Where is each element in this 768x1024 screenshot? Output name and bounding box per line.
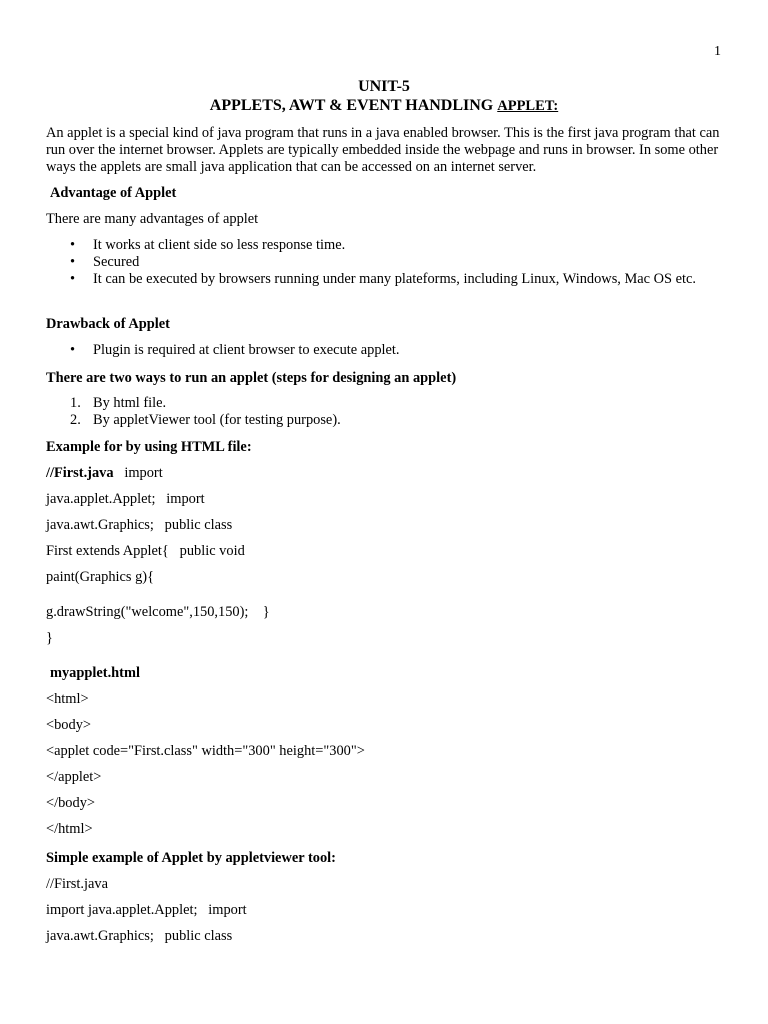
code-line: </body>	[46, 795, 96, 811]
list-item-text: It can be executed by browsers running under many plateforms, including Linux, Windows, Mac OS etc.	[93, 271, 697, 287]
list-number: 2.	[70, 412, 81, 428]
advantage-list	[46, 237, 722, 288]
code-line: </html>	[46, 821, 93, 837]
list-item	[46, 254, 722, 271]
code-line: }	[46, 630, 53, 646]
ways-heading: There are two ways to run an applet (steps for designing an applet)	[46, 370, 457, 386]
unit-title: UNIT-5	[358, 78, 410, 95]
list-item	[46, 237, 722, 254]
page-number: 1	[714, 44, 721, 59]
drawback-heading: Drawback of Applet	[46, 316, 170, 332]
code-line: </applet>	[46, 769, 102, 785]
code-line: import java.applet.Applet; import	[46, 902, 247, 918]
code-line: java.applet.Applet; import	[46, 491, 205, 507]
list-item	[46, 342, 722, 359]
bullet-icon: •	[70, 271, 76, 287]
code-file-label: //First.java	[46, 465, 114, 481]
list-item-text: By appletViewer tool (for testing purpose).	[93, 412, 341, 428]
code-line	[46, 465, 163, 482]
code-line: java.awt.Graphics; public class	[46, 517, 233, 533]
list-item-text: It works at client side so less response time.	[93, 237, 346, 253]
bullet-icon: •	[70, 237, 76, 253]
list-item-text: By html file.	[93, 395, 167, 411]
list-item	[46, 395, 722, 412]
main-title-applet: APPLET:	[497, 98, 559, 114]
main-title-text: APPLETS, AWT & EVENT HANDLING	[209, 97, 494, 114]
html-example-heading: Example for by using HTML file:	[46, 439, 252, 455]
list-number: 1.	[70, 395, 81, 411]
code-text: import	[113, 465, 163, 481]
list-item	[46, 412, 722, 429]
code-line: paint(Graphics g){	[46, 569, 155, 585]
ways-list	[46, 395, 722, 429]
bullet-icon: •	[70, 342, 76, 358]
code-line: //First.java	[46, 876, 108, 892]
code-line: <body>	[46, 717, 92, 733]
advantage-lead: There are many advantages of applet	[46, 211, 259, 227]
code-line: java.awt.Graphics; public class	[46, 928, 233, 944]
bullet-icon: •	[70, 254, 76, 270]
code-line: g.drawString("welcome",150,150); }	[46, 604, 270, 620]
viewer-example-heading: Simple example of Applet by appletviewer tool:	[46, 850, 336, 866]
list-item	[46, 271, 722, 288]
drawback-list	[46, 342, 722, 359]
code-line: First extends Applet{ public void	[46, 543, 245, 559]
code-line: <html>	[46, 691, 89, 707]
advantage-heading: Advantage of Applet	[50, 185, 177, 201]
list-item-text: Plugin is required at client browser to execute applet.	[93, 342, 400, 358]
code-line: <applet code="First.class" width="300" height="300">	[46, 743, 365, 759]
list-item-text: Secured	[93, 254, 140, 270]
myapplet-heading: myapplet.html	[50, 665, 140, 681]
main-title	[0, 96, 768, 116]
intro-paragraph: An applet is a special kind of java program that runs in a java enabled browser. This is the first java program that can run over the internet browser. Applets are typically embedded inside the webpage and runs in browser. In some other ways the applets are small java application that can be accessed on an internet server.	[46, 125, 720, 175]
